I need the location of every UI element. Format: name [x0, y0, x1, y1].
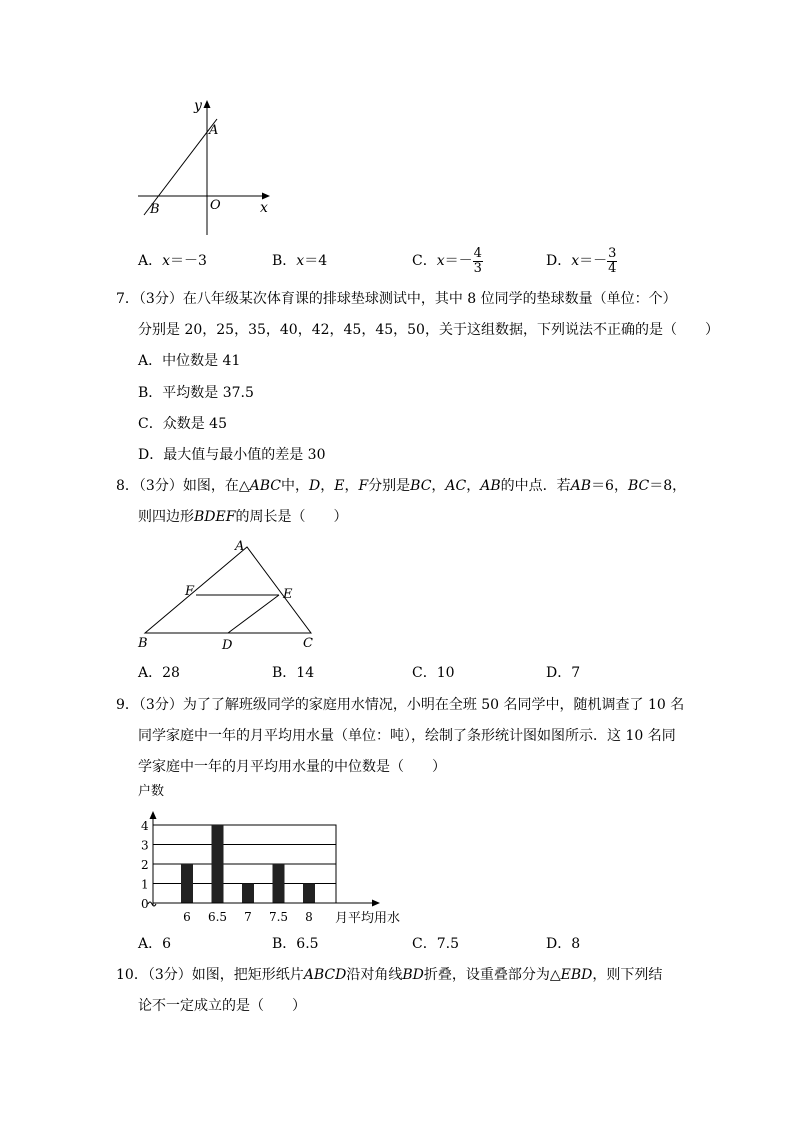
- label-e: E: [283, 587, 293, 602]
- label-o: O: [210, 198, 221, 213]
- chart-ylabel: 户数: [138, 784, 165, 799]
- q10-stem-line1: 10．（3分）如图，把矩形纸片ABCD沿对角线BD折叠，设重叠部分为△EBD，则下列结: [116, 967, 663, 983]
- q9-option-d[interactable]: D．8: [546, 936, 581, 952]
- chart-y-axis-arrow: [150, 811, 157, 819]
- q9-stem-line3: 学家庭中一年的月平均用水量的中位数是（ ）: [138, 759, 446, 775]
- q9-option-a[interactable]: A．6: [138, 936, 172, 952]
- chart-bar: [303, 884, 315, 904]
- label-b: B: [138, 636, 148, 651]
- q7-option-b[interactable]: B．平均数是 37.5: [138, 385, 254, 401]
- y-axis-arrow: [204, 100, 211, 108]
- label-a: A: [235, 539, 245, 554]
- q9-stem-line1: 9．（3分）为了了解班级同学的家庭用水情况，小明在全班 50 名同学中，随机调查了 10 名: [116, 697, 685, 713]
- q9-stem-line2: 同学家庭中一年的月平均用水量（单位：吨），绘制了条形统计图如图所示．这 10 名同: [138, 728, 676, 744]
- chart-xlabel: 月平均用水: [335, 911, 401, 926]
- chart-y-tick-label: 1: [141, 877, 149, 892]
- q6-axes-figure: [130, 95, 280, 240]
- q9-bar-chart: [128, 780, 418, 930]
- q8-option-d[interactable]: D．7: [546, 665, 581, 681]
- chart-bar: [242, 884, 254, 904]
- chart-bar: [273, 864, 285, 903]
- q8-option-b[interactable]: B．14: [272, 665, 315, 681]
- label-y: y: [194, 98, 202, 114]
- x-axis-arrow: [262, 193, 270, 200]
- q8-option-c[interactable]: C．10: [412, 665, 455, 681]
- line-ab: [144, 119, 217, 215]
- q7-stem-line1: 7．（3分）在八年级某次体育课的排球垫球测试中，其中 8 位同学的垫球数量（单位：个）: [116, 291, 677, 307]
- chart-bar: [181, 864, 193, 903]
- label-a: A: [209, 123, 219, 138]
- q6-option-d[interactable]: D．x＝－ $\frac{3}{4}$: [546, 245, 617, 276]
- label-d: D: [222, 638, 233, 653]
- label-f: F: [185, 584, 195, 599]
- q8-stem-line1: 8．（3分）如图，在△ABC中，D，E，F分别是BC，AC，AB的中点．若AB＝6，BC＝8，: [116, 478, 687, 494]
- q6-option-a[interactable]: A．x＝－3: [138, 253, 207, 269]
- q7-option-d[interactable]: D．最大值与最小值的差是 30: [138, 447, 326, 463]
- label-b: B: [150, 202, 160, 217]
- chart-y-tick-label: 4: [141, 819, 149, 833]
- q7-option-a[interactable]: A．中位数是 41: [138, 353, 241, 369]
- q8-stem-line2: 则四边形BDEF的周长是（ ）: [138, 509, 348, 525]
- fraction-3-4: $\frac{3}{4}$: [608, 245, 617, 276]
- chart-x-tick-label: 7.5: [268, 910, 289, 924]
- q8-option-a[interactable]: A．28: [138, 665, 180, 681]
- chart-y-tick-label: 0: [141, 897, 149, 911]
- q6-option-b[interactable]: B．x＝4: [272, 253, 328, 269]
- chart-x-tick-label: 7: [244, 910, 252, 924]
- q8-triangle-figure: [135, 535, 325, 655]
- q7-option-c[interactable]: C．众数是 45: [138, 416, 227, 432]
- chart-x-tick-label: 6.5: [207, 910, 228, 924]
- chart-x-axis-arrow: [372, 900, 380, 907]
- q6-option-c[interactable]: C．x＝－ $\frac{4}{3}$: [412, 245, 482, 276]
- chart-x-tick-label: 6: [183, 910, 191, 924]
- q9-option-b[interactable]: B．6.5: [272, 936, 319, 952]
- fraction-4-3: $\frac{4}{3}$: [473, 245, 482, 276]
- chart-bar: [212, 825, 224, 903]
- chart-y-tick-label: 2: [141, 858, 149, 872]
- q10-stem-line2: 论不一定成立的是（ ）: [138, 998, 306, 1014]
- chart-y-tick-label: 3: [141, 838, 149, 853]
- segment-de: [228, 595, 279, 633]
- label-x: x: [260, 200, 268, 216]
- q7-stem-line2: 分别是 20，25，35，40，42，45，45，50，关于这组数据，下列说法不正确的是（ ）: [138, 322, 719, 338]
- label-c: C: [303, 636, 313, 651]
- q9-option-c[interactable]: C．7.5: [412, 936, 459, 952]
- chart-x-tick-label: 8: [305, 910, 313, 924]
